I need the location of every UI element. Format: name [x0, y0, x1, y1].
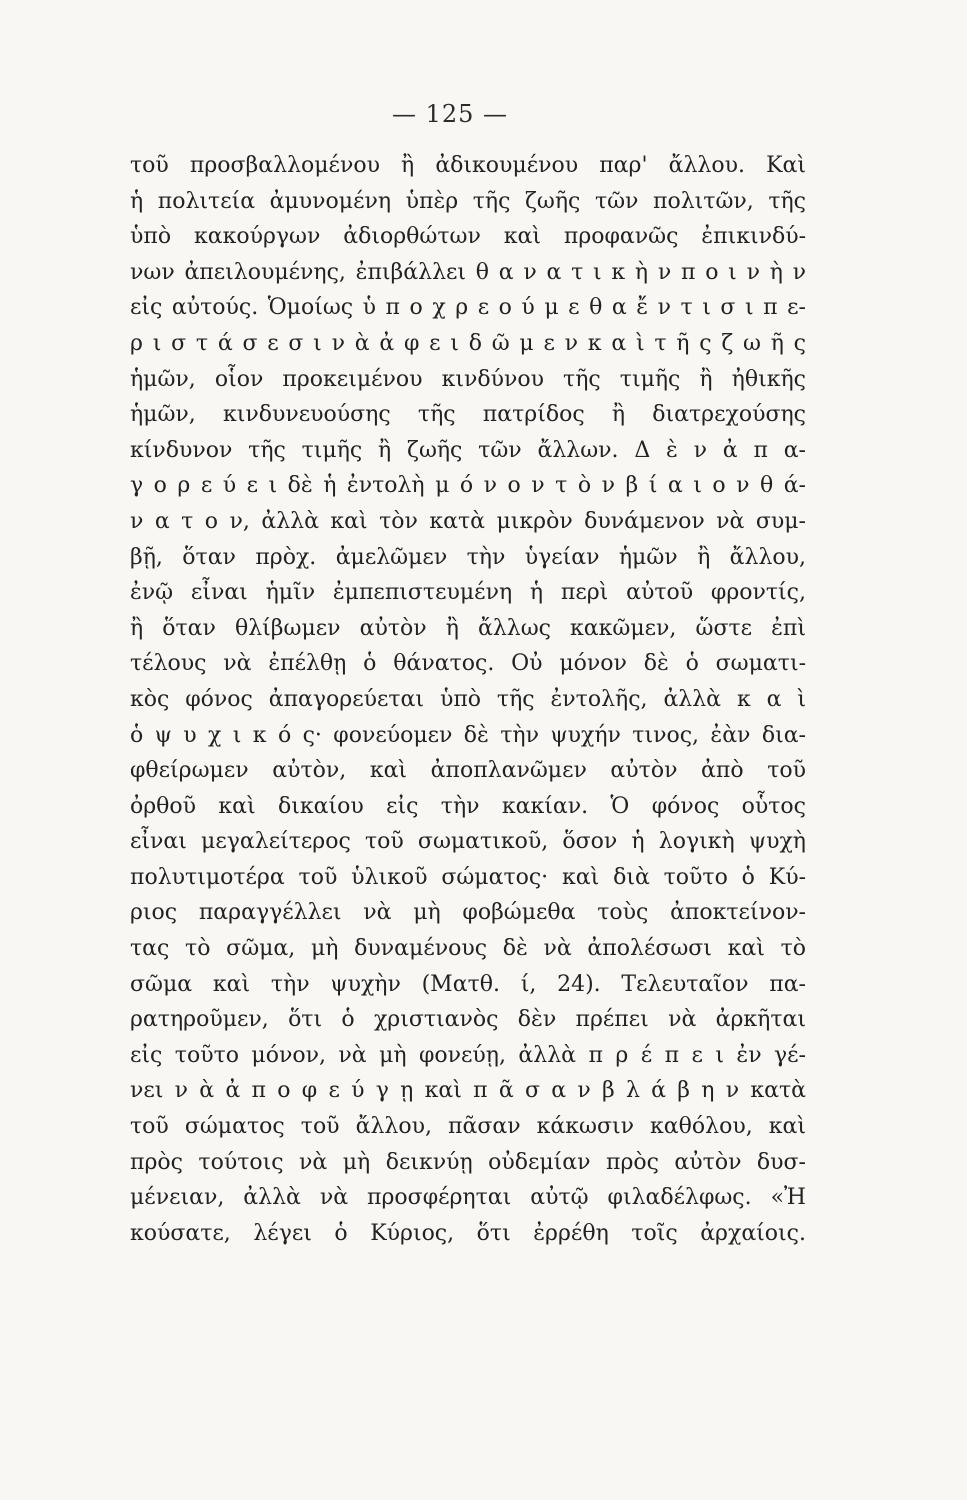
- text-line: πρὸς τούτοις νὰ μὴ δεικνύῃ οὐδεμίαν πρὸς αὐτὸν δυσ-: [130, 1149, 806, 1175]
- text-line: τοῦ προσβαλλομένου ἢ ἀδικουμένου παρ' ἄλλου. Καὶ: [130, 153, 806, 178]
- text-line: ρατηροῦμεν, ὅτι ὁ χριστιανὸς δὲν πρέπει νὰ ἀρκῆται: [130, 1007, 806, 1033]
- text-line: νει ν ὰ ἀ π ο φ ε ύ γ ῃ καὶ π ᾶ σ α ν β λ ά β η ν κατὰ: [130, 1078, 806, 1104]
- text-line: ρ ι σ τ ά σ ε σ ι ν ὰ ἀ φ ε ι δ ῶ μ ε ν κ α ὶ τ ῆ ς ζ ω ῆ ς: [130, 330, 806, 356]
- text-line: εἶναι μεγαλείτερος τοῦ σωματικοῦ, ὅσον ἡ λογικὴ ψυχὴ: [130, 829, 806, 855]
- text-line: τοῦ σώματος τοῦ ἄλλου, πᾶσαν κάκωσιν καθόλου, καὶ: [130, 1114, 806, 1140]
- text-line: ὑπὸ κακούργων ἀδιορθώτων καὶ προφανῶς ἐπικινδύ-: [130, 224, 806, 250]
- text-line: εἰς τοῦτο μόνον, νὰ μὴ φονεύῃ, ἀλλὰ π ρ έ π ε ι ἐν γέ-: [130, 1042, 806, 1068]
- text-line: μένειαν, ἀλλὰ νὰ προσφέρηται αὐτῷ φιλαδέλφως. «Ἠ: [130, 1185, 806, 1211]
- text-line: φθείρωμεν αὐτὸν, καὶ ἀποπλανῶμεν αὐτὸν ἀπὸ τοῦ: [130, 758, 806, 784]
- text-line: βῇ, ὅταν πρὸχ. ἀμελῶμεν τὴν ὑγείαν ἡμῶν ἢ ἄλλου,: [130, 544, 806, 570]
- text-line: ἡμῶν, κινδυνευούσης τῆς πατρίδος ἢ διατρεχούσης: [130, 402, 806, 428]
- text-line: κὸς φόνος ἀπαγορεύεται ὑπὸ τῆς ἐντολῆς, ἀλλὰ κ α ὶ: [130, 686, 806, 712]
- text-line: ἐνῷ εἶναι ἡμῖν ἐμπεπιστευμένη ἡ περὶ αὐτοῦ φροντίς,: [130, 580, 806, 606]
- text-line: νων ἀπειλουμένης, ἐπιβάλλει θ α ν α τ ι κ ὴ ν π ο ι ν ὴ ν: [130, 259, 806, 285]
- text-line: τας τὸ σῶμα, μὴ δυναμένους δὲ νὰ ἀπολέσωσι καὶ τὸ: [130, 936, 806, 962]
- text-line: ἢ ὅταν θλίβωμεν αὐτὸν ἢ ἄλλως κακῶμεν, ὥστε ἐπὶ: [130, 615, 806, 641]
- text-line: ὁ ψ υ χ ι κ ό ς· φονεύομεν δὲ τὴν ψυχήν τινος, ἐὰν δια-: [130, 722, 806, 748]
- text-line: πολυτιμοτέρα τοῦ ὑλικοῦ σώματος· καὶ διὰ τοῦτο ὁ Κύ-: [130, 864, 806, 890]
- text-line: γ ο ρ ε ύ ε ι δὲ ἡ ἐντολὴ μ ό ν ο ν τ ὸ ν β ί α ι ο ν θ ά-: [130, 473, 806, 499]
- text-line: κούσατε, λέγει ὁ Κύριος, ὅτι ἐρρέθη τοῖς ἀρχαίοις.: [130, 1220, 806, 1246]
- text-line: ν α τ ο ν, ἀλλὰ καὶ τὸν κατὰ μικρὸν δυνάμενον νὰ συμ-: [130, 508, 806, 534]
- text-line: τέλους νὰ ἐπέλθῃ ὁ θάνατος. Οὐ μόνον δὲ ὁ σωματι-: [130, 651, 806, 677]
- text-line: σῶμα καὶ τὴν ψυχὴν (Ματθ. ί, 24). Τελευταῖον πα-: [130, 971, 806, 997]
- text-line: ἡ πολιτεία ἀμυνομένη ὑπὲρ τῆς ζωῆς τῶν πολιτῶν, τῆς: [130, 188, 806, 214]
- text-line: ὀρθοῦ καὶ δικαίου εἰς τὴν κακίαν. Ὁ φόνος οὗτος: [130, 793, 806, 819]
- body-text: [130, 148, 806, 1251]
- text-line: κίνδυνον τῆς τιμῆς ἢ ζωῆς τῶν ἄλλων. Δ ὲ ν ἀ π α-: [130, 437, 806, 463]
- text-line: εἰς αὐτούς. Ὁμοίως ὑ π ο χ ρ ε ο ύ μ ε θ α ἔ ν τ ι σ ι π ε-: [130, 295, 806, 321]
- text-line: ριος παραγγέλλει νὰ μὴ φοβώμεθα τοὺς ἀποκτείνον-: [130, 900, 806, 926]
- text-line: ἡμῶν, οἷον προκειμένου κινδύνου τῆς τιμῆς ἢ ἠθικῆς: [130, 366, 806, 392]
- page-number: — 125 —: [391, 100, 509, 128]
